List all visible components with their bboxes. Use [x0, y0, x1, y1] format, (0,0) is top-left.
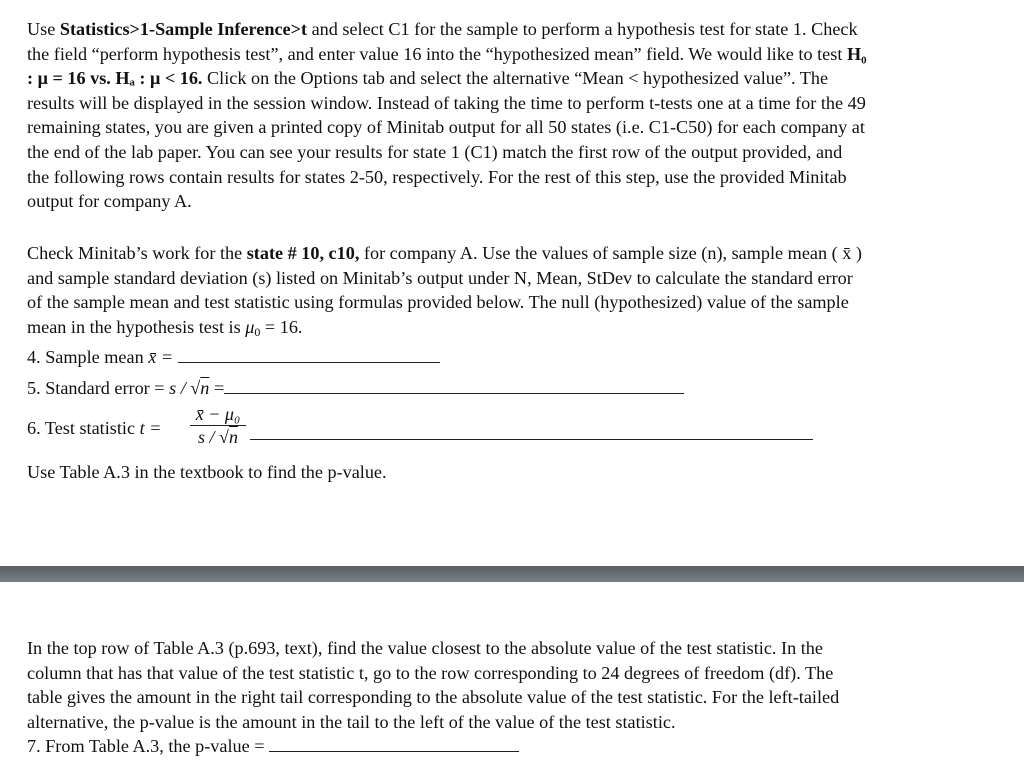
formula-denominator [190, 427, 246, 447]
answer-blank-test-statistic[interactable] [250, 425, 813, 440]
pvalue-line-4: alternative, the p-value is the amount in the tail to the left of the value of the test statistic. [27, 711, 676, 732]
question-6 [27, 416, 161, 440]
null-value: = 16. [260, 316, 303, 337]
instructions-line-8: output for company A. [27, 191, 192, 212]
check-work-paragraph [27, 241, 999, 344]
mu-symbol: μ [245, 316, 255, 337]
table-note: Use Table A.3 in the textbook to find the p-value. [27, 462, 387, 482]
state-number: state # 10, c10, [246, 243, 360, 263]
instructions-paragraph [27, 17, 999, 214]
answer-blank-sample-mean[interactable] [178, 348, 440, 363]
text: mean in the hypothesis test is [27, 316, 246, 337]
formula-n: n [228, 427, 238, 447]
question-4 [27, 345, 440, 369]
menu-path: Statistics>1-Sample Inference>t [59, 19, 308, 39]
pvalue-line-2: column that has that value of the test statistic t, go to the row corresponding to 24 degrees of freedom (df). The [27, 662, 834, 683]
text: Click on the Options tab and select the alternative “Mean < hypothesized value”. The [202, 68, 829, 89]
instructions-line-6: the end of the lab paper. You can see your results for state 1 (C1) match the first row of the output provided, and [27, 141, 843, 162]
formula-s: s / √ [169, 378, 201, 398]
text: the field “perform hypothesis test”, and enter value 16 into the “hypothesized mean” field. We would like to test [27, 43, 847, 64]
formula-n: n [200, 378, 210, 398]
check-line-2: and sample standard deviation (s) listed on Minitab’s output under N, Mean, StDev to calculate the standard error [27, 267, 853, 288]
instructions-line-4: results will be displayed in the session window. Instead of taking the time to perform t-tests one at a time for the 49 [27, 92, 866, 113]
pvalue-paragraph [27, 636, 999, 759]
answer-blank-standard-error[interactable] [224, 379, 684, 394]
question-label: 5. Standard error = [27, 378, 170, 398]
pvalue-line-1: In the top row of Table A.3 (p.693, text), find the value closest to the absolute value of the test statistic. In the [27, 638, 823, 658]
subscript: 0 [254, 324, 261, 339]
formula-s: s / √ [198, 427, 229, 447]
pvalue-line-3: table gives the amount in the right tail corresponding to the absolute value of the test statistic. For the left-tailed [27, 687, 840, 708]
check-line-1 [27, 241, 999, 266]
answer-blank-p-value[interactable] [269, 737, 519, 752]
text: Use [27, 19, 60, 39]
hypotheses: : μ = 16 vs. Hₐ : μ < 16. [27, 68, 203, 89]
instructions-line-2 [27, 42, 999, 67]
sample-mean-symbol: x̄ = [148, 347, 174, 367]
instructions-line-1 [27, 17, 999, 42]
null-hypothesis-symbol: H₀ [846, 43, 867, 64]
question-7 [27, 734, 999, 759]
question-label: 7. From Table A.3, the p-value = [27, 736, 270, 757]
text: and select C1 for the sample to perform a hypothesis test for state 1. Check [307, 19, 858, 39]
instructions-line-7: the following rows contain results for states 2-50, respectively. For the rest of this step, use the provided Minitab [27, 166, 847, 187]
check-line-4 [27, 315, 999, 345]
question-label: 4. Sample mean [27, 347, 149, 367]
formula-numerator: x̄ − μ₀ [195, 404, 241, 424]
text: Check Minitab’s work for the [27, 243, 247, 263]
fraction-bar [190, 425, 246, 426]
instructions-line-3 [27, 66, 999, 91]
question-5 [27, 376, 684, 400]
equals: = [209, 378, 225, 398]
question-label: 6. Test statistic [27, 418, 140, 438]
page-divider [0, 566, 1024, 582]
test-statistic-formula [190, 404, 246, 447]
check-line-3: of the sample mean and test statistic using formulas provided below. The null (hypothesized) value of the sample [27, 292, 849, 313]
text: for company A. Use the values of sample size (n), sample mean ( x̄ ) [359, 243, 862, 263]
test-statistic-symbol: t = [139, 418, 162, 438]
instructions-line-5: remaining states, you are given a printed copy of Minitab output for all 50 states (i.e. C1-C50) for each company at [27, 117, 865, 138]
